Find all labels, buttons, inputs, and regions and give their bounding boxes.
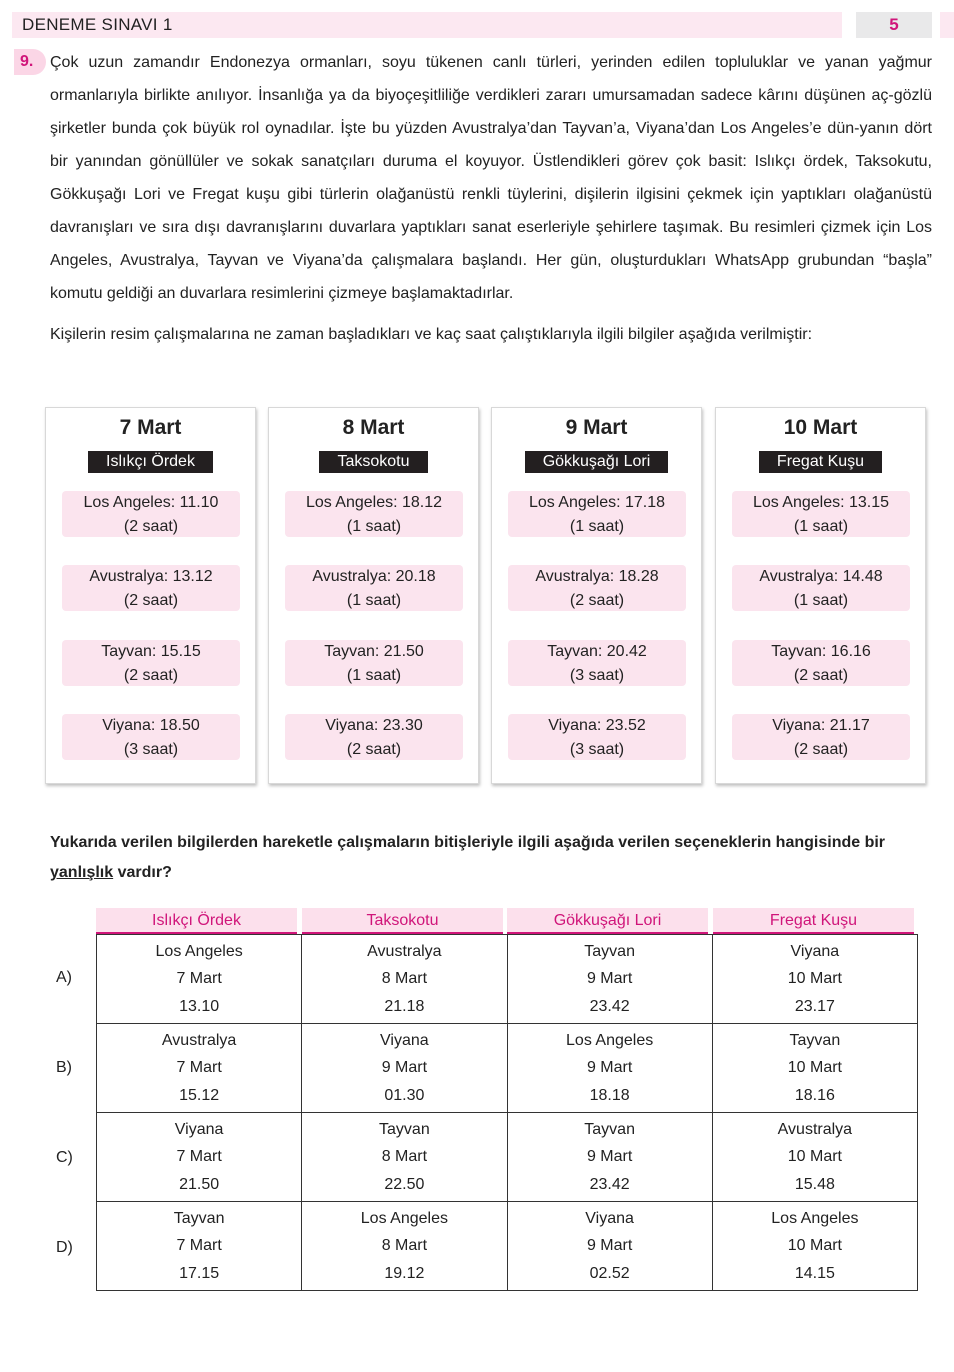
option-date: 7 Mart	[176, 970, 222, 988]
option-date: 10 Mart	[787, 1059, 842, 1077]
work-duration: (2 saat)	[346, 741, 402, 758]
option-end-time: 14.15	[794, 1264, 835, 1282]
option-date: 7 Mart	[176, 1148, 222, 1166]
schedule-card	[268, 407, 479, 784]
option-row	[97, 1202, 918, 1291]
city-start-time: Los Angeles: 11.10	[83, 494, 219, 511]
work-duration: (3 saat)	[123, 741, 179, 758]
work-duration: (2 saat)	[793, 667, 849, 684]
option-end-time: 18.16	[794, 1086, 835, 1104]
city-time-box	[508, 640, 686, 686]
city-start-time: Avustralya: 18.28	[535, 568, 659, 585]
option-cell	[712, 935, 917, 1024]
option-end-time: 23.42	[589, 997, 630, 1015]
option-end-time: 22.50	[384, 1175, 425, 1193]
option-city: Los Angeles	[566, 1031, 654, 1049]
city-time-box	[732, 714, 910, 760]
schedule-card	[45, 407, 256, 784]
city-start-time: Tayvan: 21.50	[324, 643, 424, 660]
card-date: 10 Mart	[783, 416, 858, 439]
work-duration: (2 saat)	[123, 667, 179, 684]
work-duration: (2 saat)	[123, 592, 179, 609]
option-column-header: Islıkçı Ördek	[96, 908, 297, 934]
prompt-text: Yukarıda verilen bilgilerden hareketle çalışmaların bitişleriyle ilgili aşağıda verilen seçeneklerin hangisinde bir	[50, 834, 886, 851]
option-letter[interactable]: D)	[56, 1239, 73, 1256]
option-date: 9 Mart	[586, 1237, 633, 1255]
card-date: 8 Mart	[342, 416, 405, 439]
city-time-box	[285, 714, 463, 760]
city-start-time: Tayvan: 15.15	[101, 643, 201, 660]
option-cell	[302, 935, 507, 1024]
option-letter[interactable]: C)	[56, 1149, 73, 1166]
city-time-box	[732, 491, 910, 537]
card-date: 9 Mart	[565, 416, 628, 439]
option-end-time: 23.17	[794, 997, 835, 1015]
option-row	[97, 1113, 918, 1202]
option-end-time: 13.10	[179, 997, 220, 1015]
option-date: 8 Mart	[381, 970, 428, 988]
page-number: 5	[889, 15, 899, 34]
option-city: Los Angeles	[155, 942, 243, 960]
option-cell	[97, 935, 302, 1024]
option-cell	[507, 1024, 712, 1113]
option-date: 10 Mart	[787, 1237, 842, 1255]
option-city: Los Angeles	[360, 1209, 448, 1227]
option-cell	[712, 1024, 917, 1113]
work-duration: (2 saat)	[123, 518, 179, 535]
option-cell	[97, 1113, 302, 1202]
city-time-box	[62, 491, 240, 537]
work-duration: (1 saat)	[346, 667, 402, 684]
option-date: 8 Mart	[381, 1148, 428, 1166]
city-time-box	[508, 491, 686, 537]
option-end-time: 19.12	[384, 1264, 425, 1282]
option-letter[interactable]: A)	[56, 969, 72, 986]
page-number-box	[856, 12, 932, 38]
option-city: Viyana	[585, 1209, 634, 1227]
work-duration: (1 saat)	[793, 518, 849, 535]
city-start-time: Los Angeles: 18.12	[305, 494, 443, 511]
option-end-time: 02.52	[589, 1264, 630, 1282]
option-city: Tayvan	[584, 1120, 635, 1138]
schedule-cards	[45, 407, 927, 784]
option-date: 8 Mart	[381, 1237, 428, 1255]
card-species-label: Gökkuşağı Lori	[525, 451, 669, 473]
city-time-box	[62, 565, 240, 611]
option-column-header: Fregat Kuşu	[713, 908, 914, 934]
option-date: 9 Mart	[586, 1059, 633, 1077]
city-time-box	[62, 640, 240, 686]
prompt-underlined-word: yanlışlık	[50, 864, 114, 881]
option-column-header: Taksokotu	[302, 908, 503, 934]
option-date: 9 Mart	[381, 1059, 428, 1077]
city-start-time: Los Angeles: 13.15	[752, 494, 890, 511]
option-cell	[712, 1202, 917, 1291]
option-date: 10 Mart	[787, 970, 842, 988]
option-date: 10 Mart	[787, 1148, 842, 1166]
option-row	[97, 935, 918, 1024]
option-city: Tayvan	[173, 1209, 225, 1227]
option-city: Viyana	[380, 1031, 429, 1049]
option-city: Viyana	[790, 942, 840, 960]
option-city: Tayvan	[379, 1120, 430, 1138]
option-end-time: 18.18	[589, 1086, 630, 1104]
option-city: Tayvan	[789, 1031, 841, 1049]
city-start-time: Avustralya: 13.12	[89, 568, 213, 585]
option-cell	[712, 1113, 917, 1202]
option-date: 9 Mart	[586, 1148, 633, 1166]
option-city: Los Angeles	[771, 1209, 859, 1227]
card-species-label: Islıkçı Ördek	[88, 451, 213, 473]
city-time-box	[508, 714, 686, 760]
prompt-end: vardır?	[113, 864, 172, 881]
city-start-time: Los Angeles: 17.18	[528, 494, 666, 511]
work-duration: (2 saat)	[793, 741, 849, 758]
card-species-label: Taksokotu	[319, 451, 427, 473]
city-time-box	[285, 491, 463, 537]
option-cell	[507, 1113, 712, 1202]
city-start-time: Viyana: 23.52	[548, 717, 646, 734]
option-cell	[302, 1113, 507, 1202]
option-end-time: 01.30	[384, 1086, 425, 1104]
work-duration: (1 saat)	[569, 518, 625, 535]
work-duration: (3 saat)	[569, 741, 625, 758]
option-end-time: 15.48	[794, 1175, 835, 1193]
work-duration: (2 saat)	[569, 592, 625, 609]
option-city: Avustralya	[161, 1031, 237, 1049]
question-number: 9.	[14, 49, 46, 75]
option-cell	[302, 1024, 507, 1113]
option-letter[interactable]: B)	[56, 1059, 72, 1076]
option-cell	[97, 1024, 302, 1113]
city-start-time: Avustralya: 20.18	[312, 568, 436, 585]
option-city: Avustralya	[367, 942, 442, 960]
option-end-time: 21.18	[384, 997, 425, 1015]
city-time-box	[285, 640, 463, 686]
option-column-header: Gökkuşağı Lori	[507, 908, 708, 934]
city-start-time: Avustralya: 14.48	[759, 568, 883, 585]
city-start-time: Tayvan: 20.42	[547, 643, 647, 660]
city-time-box	[62, 714, 240, 760]
city-start-time: Tayvan: 16.16	[771, 643, 871, 660]
page-tab-decoration	[940, 12, 954, 38]
schedule-card	[491, 407, 702, 784]
work-duration: (3 saat)	[569, 667, 625, 684]
work-duration: (1 saat)	[346, 518, 402, 535]
city-time-box	[285, 565, 463, 611]
city-start-time: Viyana: 18.50	[102, 717, 200, 734]
option-city: Viyana	[174, 1120, 224, 1138]
city-start-time: Viyana: 23.30	[325, 717, 423, 734]
option-cell	[302, 1202, 507, 1291]
option-date: 9 Mart	[586, 970, 633, 988]
question-prompt	[50, 828, 932, 888]
question-intro: Kişilerin resim çalışmalarına ne zaman başladıkları ve kaç saat çalıştıklarıyla ilgili bilgiler aşağıda verilmiştir:	[50, 326, 813, 343]
card-date: 7 Mart	[119, 416, 182, 439]
work-duration: (1 saat)	[346, 592, 402, 609]
question-text: Çok uzun zamandır Endonezya ormanları, soyu tükenen canlı türleri, yerinden edilen topluluklar ve yanan yağmur ormanlarıyla birlikte anılıyor. İnsanlığa ya da biyoçeşitliliğe verdikleri zararı umursamadan sadece kârını düşünen aç-gözlü şirketler bunda çok büyük rol oynadılar. İşte bu yüzden Avustralya’dan Tayvan’a, Viyana’dan Los Angeles’e dün-yanın dört bir yanından gönüllüler ve sokak sanatçıları duruma el koyuyor. Üstlendikleri görev çok basit: Islıkçı ördek, Taksokutu, Gökkuşağı Lori ve Fregat kuşu gibi türlerin olağanüstü renkli tüylerini, dişilerin ilgisini çekmek için yaptıkları olağanüstü davranışları ve sıra dışı davranışlarını duvarlara yaptıkları sanat eserleriyle şehirlere taşımak. Bu resimleri çizmek için Los Angeles, Avustralya, Tayvan ve Viyana’da çalışmalara başlandı. Her gün, oluşturdukları WhatsApp grubundan “başla” komutu geldiği an duvarlara resimlerini çizmeye başlamaktadırlar.	[50, 54, 932, 302]
option-date: 7 Mart	[176, 1059, 222, 1077]
option-city: Avustralya	[777, 1120, 853, 1138]
option-city: Tayvan	[584, 942, 635, 960]
city-time-box	[508, 565, 686, 611]
card-species-label: Fregat Kuşu	[759, 451, 882, 473]
question-block	[14, 46, 932, 310]
option-cell	[507, 1202, 712, 1291]
option-cell	[97, 1202, 302, 1291]
exam-header	[12, 12, 842, 38]
option-end-time: 23.42	[589, 1175, 630, 1193]
work-duration: (1 saat)	[793, 592, 849, 609]
option-cell	[507, 935, 712, 1024]
option-end-time: 17.15	[179, 1264, 220, 1282]
city-time-box	[732, 640, 910, 686]
option-date: 7 Mart	[176, 1237, 222, 1255]
option-end-time: 21.50	[179, 1175, 220, 1193]
exam-title: DENEME SINAVI 1	[22, 15, 173, 34]
city-time-box	[732, 565, 910, 611]
options-table	[96, 934, 918, 1291]
option-row	[97, 1024, 918, 1113]
option-end-time: 15.12	[179, 1086, 220, 1104]
city-start-time: Viyana: 21.17	[772, 717, 870, 734]
schedule-card	[715, 407, 926, 784]
